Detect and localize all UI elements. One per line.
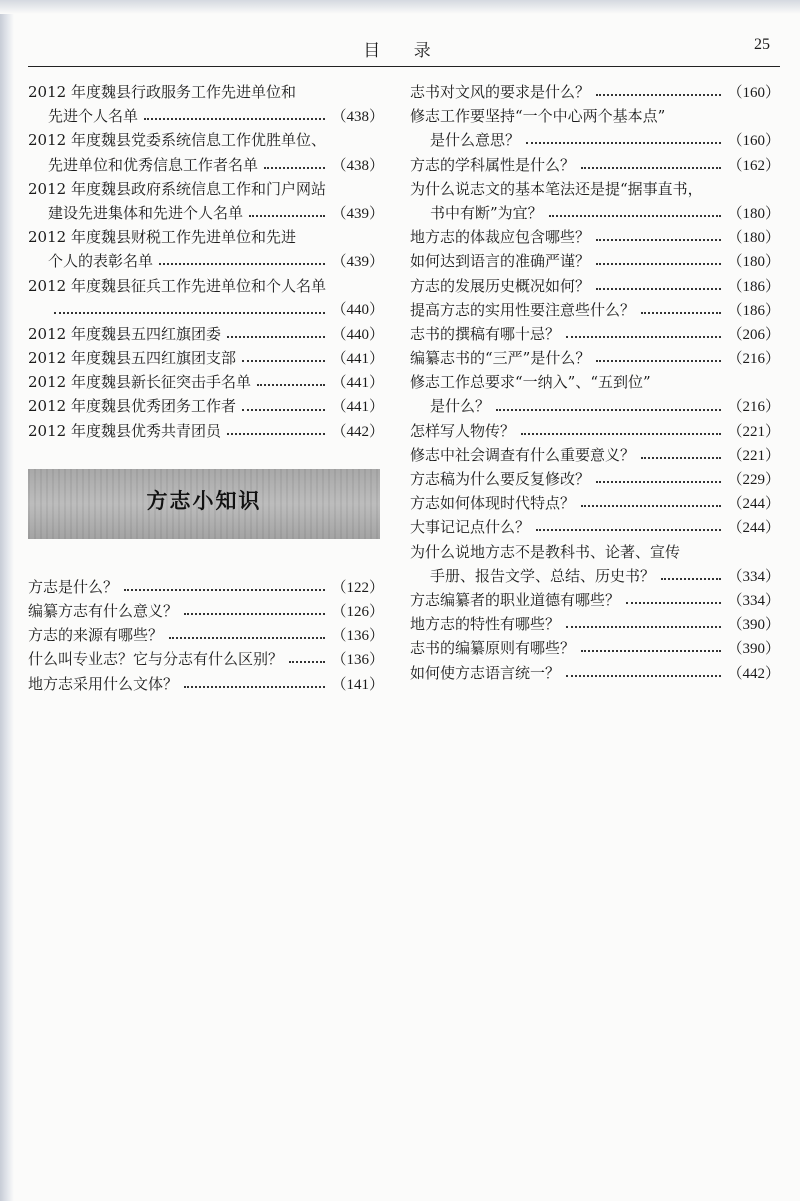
toc-entry[interactable] [410,419,780,443]
toc-leader-dots [641,312,721,314]
toc-leader-dots [596,239,721,241]
toc-entry-text: 2012 年度魏县优秀共青团员 [28,421,221,440]
toc-entry-page: （216） [727,399,780,416]
toc-entry-text: 2012 年度魏县新长征突击手名单 [28,373,251,392]
toc-entry[interactable] [28,623,384,647]
toc-entry-continuation[interactable] [410,564,780,588]
toc-list-awards [28,80,384,443]
toc-entry[interactable] [410,153,780,177]
toc-leader-dots [289,661,325,663]
toc-entry-text: 建设先进集体和先进个人名单 [48,203,244,222]
toc-entry-text: 怎样写人物传？ [410,421,516,440]
toc-entry-page: （440） [331,326,384,343]
toc-entry-page: （206） [727,326,780,343]
toc-leader-dots [264,167,325,169]
toc-entry-text: 先进单位和优秀信息工作者名单 [48,155,259,174]
toc-entry-continuation[interactable] [410,201,780,225]
toc-entry-page: （442） [331,423,384,440]
toc-entry[interactable] [410,443,780,467]
header-title: 目 录 [363,41,445,61]
toc-entry[interactable] [410,661,780,685]
toc-entry-text: 先进个人名单 [48,107,139,126]
toc-entry-text: 如何使方志语言统一？ [410,663,561,682]
toc-entry-page: （229） [727,472,780,488]
toc-entry-text: 2012 年度魏县财税工作先进单位和先进 [28,228,296,247]
toc-entry-page: （221） [727,423,780,440]
toc-entry[interactable] [410,274,780,298]
toc-entry-text: 编纂方志有什么意义？ [28,602,179,620]
toc-entry[interactable] [28,394,384,418]
toc-entry[interactable] [410,636,780,660]
toc-entry-text: 如何达到语言的准确严谨？ [410,252,591,271]
toc-entry-page: （216） [727,351,780,368]
toc-leader-dots [581,505,721,507]
toc-entry[interactable] [410,225,780,249]
toc-entry-page: （334） [727,592,780,609]
toc-leader-dots [184,686,325,688]
toc-entry-page: （122） [331,579,384,596]
toc-entry-page: （221） [727,447,780,464]
toc-entry-page: （186） [727,302,780,319]
toc-entry[interactable] [410,346,780,370]
toc-leader-dots [227,433,326,435]
toc-entry-page: （136） [331,628,384,645]
toc-entry-page: （244） [727,496,780,513]
toc-entry-page: （390） [727,617,780,634]
toc-leader-dots [581,167,721,169]
toc-leader-dots [596,94,721,96]
toc-entry[interactable] [28,80,384,104]
toc-entry-page: （160） [727,85,780,101]
toc-entry[interactable] [410,298,780,322]
toc-entry-page: （186） [727,278,780,295]
toc-leader-dots [566,626,721,628]
toc-entry-continuation[interactable] [410,394,780,418]
toc-leader-dots [521,433,721,435]
toc-entry-text: 书中有断”为宜？ [430,203,543,222]
toc-entry-continuation[interactable] [28,298,384,322]
toc-entry-text: 是什么？ [430,397,491,416]
toc-entry-text: 2012 年度魏县征兵工作先进单位和个人名单 [28,276,326,295]
toc-entry-text: 修志中社会调查有什么重要意义？ [410,445,636,464]
toc-entry-page: （334） [727,568,780,585]
toc-leader-dots [159,263,325,265]
toc-entry-text: 方志稿为什么要反复修改？ [410,470,591,488]
toc-leader-dots [581,650,721,652]
toc-leader-dots [566,336,721,338]
toc-entry-page: （441） [331,399,384,416]
toc-entry-page: （439） [331,205,384,222]
toc-entry[interactable] [410,491,780,515]
toc-leader-dots [626,602,721,604]
toc-entry-continuation[interactable] [28,153,384,177]
toc-entry-text: 方志如何体现时代特点？ [410,494,576,513]
toc-entry[interactable] [410,588,780,612]
toc-entry-text: 什么叫专业志？它与分志有什么区别？ [28,650,284,669]
toc-entry[interactable] [410,370,780,394]
toc-entry-text: 为什么说志文的基本笔法还是提“据事直书， [410,179,703,198]
toc-entry[interactable] [28,177,384,201]
toc-entry-text: 地方志的特性有哪些？ [410,615,561,634]
toc-entry-page: （160） [727,133,780,150]
toc-leader-dots [249,215,325,217]
toc-entry-page: （126） [331,604,384,620]
toc-entry-continuation[interactable] [28,249,384,273]
toc-leader-dots [549,215,722,217]
toc-entry[interactable] [28,575,384,599]
toc-entry[interactable] [28,322,384,346]
toc-entry-text: 2012 年度魏县五四红旗团支部 [28,349,236,368]
toc-leader-dots [257,384,326,386]
toc-entry-text: 2012 年度魏县五四红旗团委 [28,324,221,343]
toc-leader-dots [596,360,721,362]
toc-entry[interactable] [28,225,384,249]
toc-leader-dots [496,409,721,411]
toc-entry-page: （439） [331,254,384,271]
toc-entry-text: 2012 年度魏县行政服务工作先进单位和 [28,83,296,101]
toc-entry[interactable] [410,249,780,273]
toc-leader-dots [566,675,721,677]
toc-entry[interactable] [410,104,780,128]
toc-entry-text: 方志的学科属性是什么？ [410,155,576,174]
toc-leader-dots [596,263,721,265]
toc-entry-page: （180） [727,205,780,222]
toc-entry[interactable] [28,599,384,623]
toc-list-knowledge [28,575,384,696]
header-rule [28,66,780,67]
toc-leader-dots [661,578,721,580]
toc-entry-page: （390） [727,641,780,658]
toc-leader-dots [526,142,721,144]
toc-entry-text: 地方志采用什么文体？ [28,674,179,693]
toc-entry[interactable] [28,672,384,696]
toc-entry-text: 2012 年度魏县党委系统信息工作优胜单位、 [28,131,326,150]
toc-entry-text: 是什么意思？ [430,131,521,150]
toc-entry-page: （438） [331,109,384,126]
toc-entry-text: 修志工作总要求“一纳入”、“五到位” [410,373,651,392]
toc-entry-text: 大事记记点什么？ [410,518,531,537]
toc-left-column [28,80,384,696]
toc-entry-page: （180） [727,230,780,247]
toc-entry[interactable] [410,467,780,491]
toc-entry-text: 方志编纂者的职业道德有哪些？ [410,590,621,609]
toc-entry-text: 2012 年度魏县优秀团务工作者 [28,397,236,416]
toc-leader-dots [596,481,721,483]
toc-leader-dots [242,409,326,411]
toc-entry[interactable] [28,128,384,152]
toc-entry-text: 为什么说地方志不是教科书、论著、宣传 [410,542,681,561]
toc-entry-page: （442） [727,665,780,682]
toc-leader-dots [242,360,326,362]
toc-entry-page: （180） [727,254,780,271]
toc-leader-dots [169,637,325,639]
toc-entry-page: （136） [331,652,384,669]
toc-entry[interactable] [410,515,780,539]
toc-entry[interactable] [28,370,384,394]
toc-entry[interactable] [28,647,384,671]
toc-entry-text: 方志是什么？ [28,577,119,596]
toc-entry-page: （441） [331,375,384,392]
toc-entry-text: 地方志的体裁应包含哪些？ [410,228,591,247]
toc-entry-text: 志书对文风的要求是什么？ [410,83,591,101]
page-top-shadow [0,0,800,14]
section-banner [28,469,380,539]
toc-entry[interactable] [410,612,780,636]
toc-entry[interactable] [410,322,780,346]
toc-entry[interactable] [410,80,780,104]
toc-right-column [410,80,780,685]
toc-entry-page: （141） [331,676,384,693]
toc-entry-page: （441） [331,351,384,368]
toc-list-knowledge-continued [410,80,780,685]
header-page-number: 25 [754,36,770,53]
toc-entry-text: 手册、报告文学、总结、历史书？ [430,566,656,585]
toc-entry-continuation[interactable] [410,128,780,152]
toc-leader-dots [536,529,721,531]
toc-leader-dots [596,288,721,290]
toc-entry-text: 2012 年度魏县政府系统信息工作和门户网站 [28,179,326,198]
section-banner-title: 方志小知识 [146,488,262,513]
toc-entry-text: 编纂志书的“三严”是什么？ [410,349,591,368]
toc-entry-page: （162） [727,157,780,174]
toc-entry[interactable] [28,346,384,370]
toc-entry-text: 志书的撰稿有哪十忌？ [410,324,561,343]
toc-entry-text: 修志工作要坚持“一个中心两个基本点” [410,107,666,126]
toc-entry-text: 提高方志的实用性要注意些什么？ [410,300,636,319]
toc-leader-dots [641,457,721,459]
toc-entry-page: （244） [727,520,780,537]
toc-entry[interactable] [28,419,384,443]
toc-leader-dots [54,312,325,314]
toc-entry-page: （438） [331,157,384,174]
toc-entry-text: 志书的编纂原则有哪些？ [410,639,576,658]
toc-entry-continuation[interactable] [28,104,384,128]
toc-entry-text: 个人的表彰名单 [48,252,154,271]
page-header [28,30,780,70]
toc-entry-text: 方志的来源有哪些？ [28,626,164,645]
toc-entry-text: 方志的发展历史概况如何？ [410,276,591,295]
toc-entry[interactable] [28,274,384,298]
toc-leader-dots [184,613,325,615]
toc-entry-continuation[interactable] [28,201,384,225]
toc-leader-dots [227,336,326,338]
toc-entry-page: （440） [331,301,384,318]
toc-leader-dots [144,118,325,120]
toc-leader-dots [124,589,325,591]
toc-entry[interactable] [410,540,780,564]
toc-entry[interactable] [410,177,780,201]
page-binding-shadow [0,0,14,1201]
